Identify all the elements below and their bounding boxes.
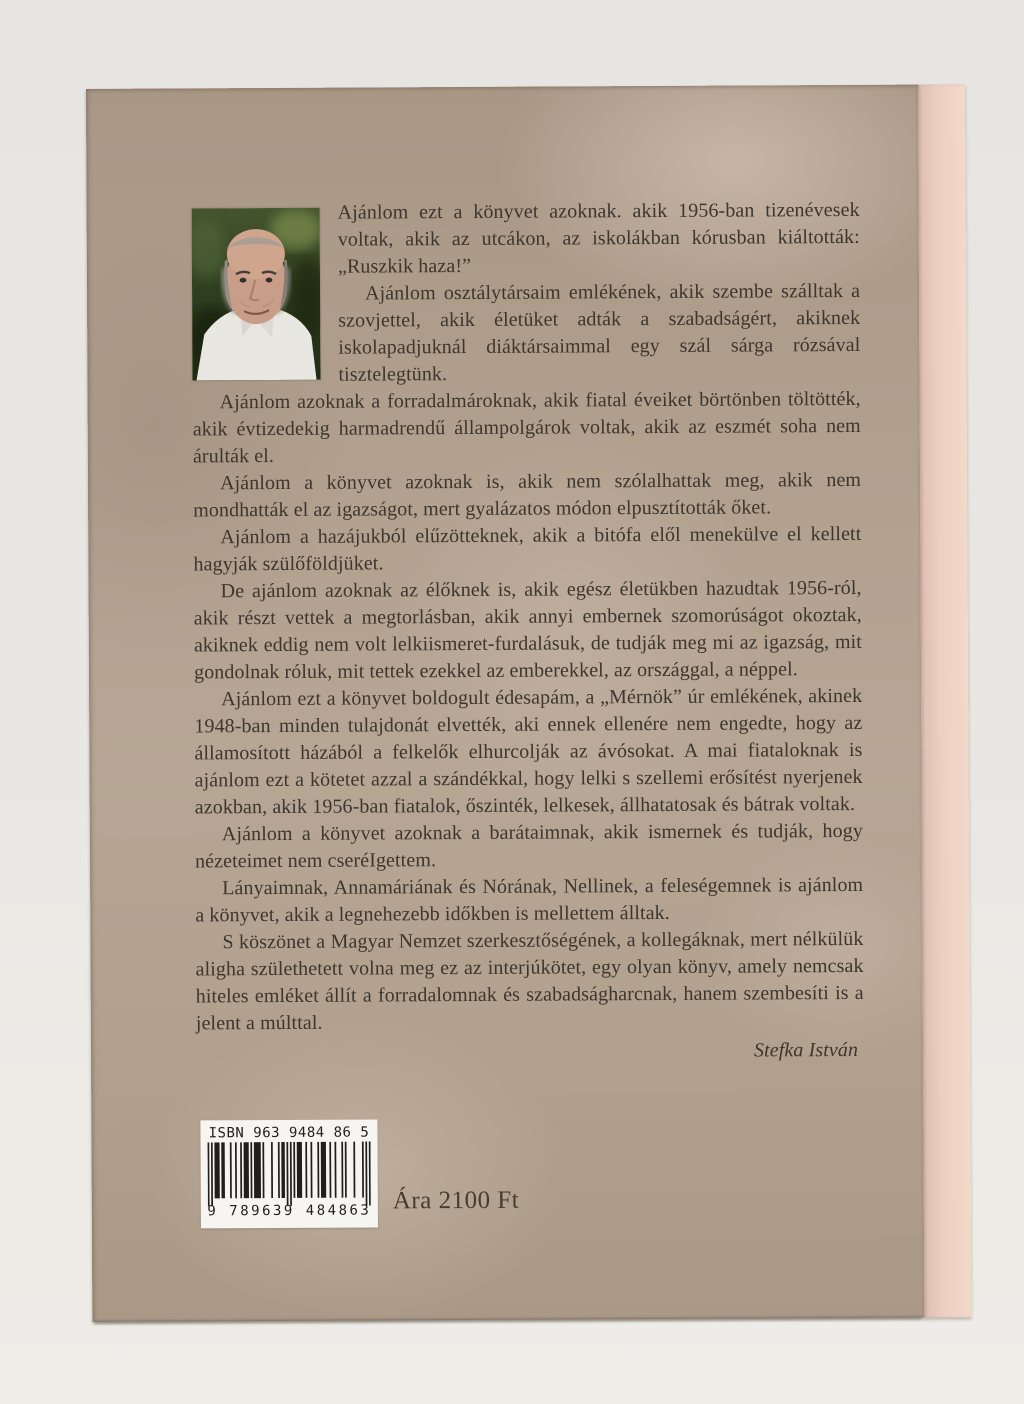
dedication-paragraph: Ajánlom osztálytársaim emlékének, akik szembe szálltak a szovjettel, akik életüket adták a szabadságért, akiknek iskolapadjuknál diáktársaimmal egy szál sárga rózsával tisztelegtünk. (338, 279, 861, 386)
author-portrait-photo (192, 208, 321, 381)
dedication-paragraph: S köszönet a Magyar Nemzet szerkesztőségének, a kollegáknak, mert nélkülük aligha születhetett volna meg ez az interjúkötet, egy olyan könyv, amely nemcsak hiteles emléket állít a forradalomnak és szabadságharcnak, hanem szembesíti is a jelent a múlttal. (195, 927, 864, 1035)
dedication-paragraph: Lányaimnak, Annamáriának és Nórának, Nellinek, a feleségemnek is ajánlom a könyvet, akik a legnehezebb időkben is mellettem álltak. (195, 873, 864, 927)
book-fore-edge (918, 84, 971, 1317)
dedication-paragraph: Ajánlom ezt a könyvet boldogult édesapám, a „Mérnök” úr emlékének, akinek 1948-ban minden tulajdonát elvették, aki ennek ellenére nem engedte, hogy az államosított házából a felkelők elhurcolják az ávósokat. A mai fiataloknak is ajánlom ezt a kötetet azzal a szándékkal, hogy lelki s szellemi erősítést nyerjenek azokban, akik 1956-ban fiatalok, őszinték, lelkesek, állhatatosak és bátrak voltak. (194, 684, 863, 819)
dedication-paragraph: Ajánlom a hazájukból elűzötteknek, akik a bitófa elől menekülve el kellett hagyják szülőföldjüket. (193, 522, 862, 576)
book-back-cover (86, 84, 971, 1322)
cover-surface (86, 85, 924, 1322)
author-signature: Stefka István (753, 1038, 859, 1062)
dedication-paragraph: De ajánlom azoknak az élőknek is, akik egész életükben hazudtak 1956-ról, akik részt vettek a megtorlásban, akik annyi embernek szomorúságot okoztak, akiknek eddig nem volt lelkiismeret-furdalásuk, de tudják meg mi az igazság, mit gondolnak róluk, mit tettek ezekkel az emberekkel, az országgal, a néppel. (193, 576, 862, 684)
dedication-paragraph: Ajánlom ezt a könyvet azoknak. akik 1956-ban tizenévesek voltak, akik az utcákon, az iskolákban kórusban kiáltották: „Ruszkik haza!” (337, 198, 860, 278)
price-label: Ára 2100 Ft (392, 1186, 520, 1215)
barcode-bars (208, 1142, 371, 1207)
isbn-barcode (200, 1119, 378, 1228)
dedication-paragraph: Ajánlom a könyvet azoknak a barátaimnak, akik ismernek és tudják, hogy nézeteimet nem cseréIgettem. (194, 819, 863, 873)
barcode-digits: 9 789639 484863 (207, 1202, 372, 1220)
isbn-label: ISBN 963 9484 86 5 (208, 1124, 370, 1142)
dedication-text-block (192, 197, 865, 1067)
author-portrait-illustration (192, 208, 321, 381)
dedication-paragraph: Ajánlom a könyvet azoknak is, akik nem szólalhattak meg, akik nem mondhatták el az igazságot, mert gyalázatos módon elpusztították őket. (193, 468, 862, 522)
dedication-paragraph: Ajánlom azoknak a forradalmároknak, akik fiatal éveiket börtönben töltötték, akik évtizedekig harmadrendű állampolgárok voltak, akik az eszmét soha nem árulták el. (192, 387, 861, 468)
